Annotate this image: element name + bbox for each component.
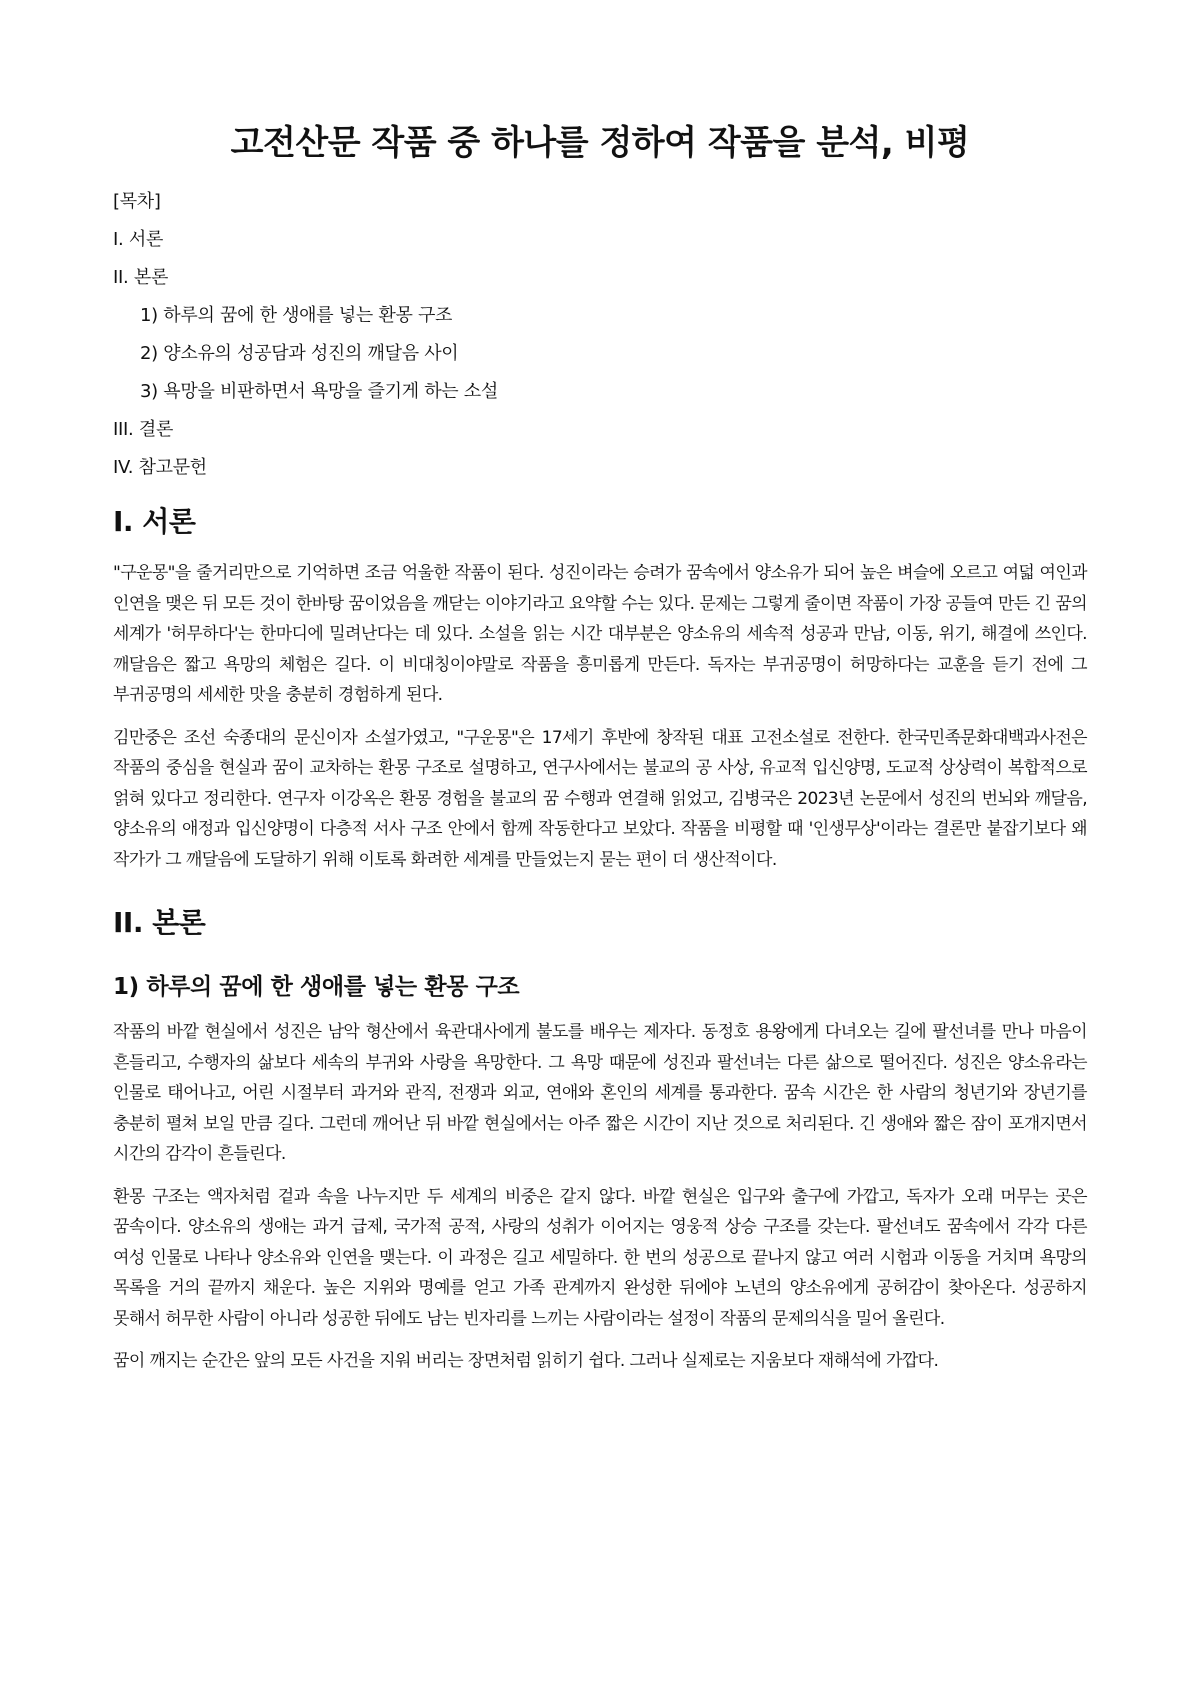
intro-paragraph: "구운몽"을 줄거리만으로 기억하면 조금 억울한 작품이 된다. 성진이라는 승려가 꿈속에서 양소유가 되어 높은 벼슬에 오르고 여덟 여인과 인연을 맺은 뒤 모든 것이 한바탕 꿈이었음을 깨닫는 이야기라고 요약할 수는 있다. 문제는 그렇게 줄이면 작품이 가장 공들여 만든 긴 꿈의 세계가 '허무하다'는 한마디에 밀려난다는 데 있다. 소설을 읽는 시간 대부분은 양소유의 세속적 성공과 만남, 이동, 위기, 해결에 쓰인다. 깨달음은 짧고 욕망의 체험은 길다. 이 비대칭이야말로 작품을 흥미롭게 만든다. 독자는 부귀공명이 허망하다는 교훈을 듣기 전에 그 부귀공명의 세세한 맛을 충분히 경험하게 된다. [113,563,1087,705]
subsection-heading: 1) 하루의 꿈에 한 생애를 넣는 환몽 구조 [113,974,520,1000]
toc-item-body-3: 3) 욕망을 비판하면서 욕망을 즐기게 하는 소설 [140,381,498,402]
intro-heading: I. 서론 [113,505,196,538]
table-of-contents [113,190,1087,480]
toc-label: [목차] [113,191,161,212]
toc-item-body-1: 1) 하루의 꿈에 한 생애를 넣는 환몽 구조 [140,305,453,326]
toc-item-body: II. 본론 [113,267,169,288]
body-heading: II. 본론 [113,906,206,939]
toc-item-intro: I. 서론 [113,229,164,250]
document-title: 고전산문 작품 중 하나를 정하여 작품을 분석, 비평 [230,123,970,163]
body-paragraph: 환몽 구조는 액자처럼 겉과 속을 나누지만 두 세계의 비중은 같지 않다. 바깥 현실은 입구와 출구에 가깝고, 독자가 오래 머무는 곳은 꿈속이다. 양소유의 생애는 과거 급제, 국가적 공적, 사랑의 성취가 이어지는 영웅적 상승 구조를 갖는다. 팔선녀도 꿈속에서 각각 다른 여성 인물로 나타나 양소유와 인연을 맺는다. 이 과정은 길고 세밀하다. 한 번의 성공으로 끝나지 않고 여러 시험과 이동을 거치며 욕망의 목록을 거의 끝까지 채운다. 높은 지위와 명예를 얻고 가족 관계까지 완성한 뒤에야 노년의 양소유에게 공허감이 찾아온다. 성공하지 못해서 허무한 사람이 아니라 성공한 뒤에도 남는 빈자리를 느끼는 사람이라는 설정이 작품의 문제의식을 밀어 올린다. [113,1186,1087,1329]
toc-item-references: IV. 참고문헌 [113,457,207,478]
toc-item-conclusion: III. 결론 [113,419,174,440]
intro-paragraph: 김만중은 조선 숙종대의 문신이자 소설가였고, "구운몽"은 17세기 후반에 창작된 대표 고전소설로 전한다. 한국민족문화대백과사전은 작품의 중심을 현실과 꿈이 교차하는 환몽 구조로 설명하고, 연구사에서는 불교의 공 사상, 유교적 입신양명, 도교적 상상력이 복합적으로 얽혀 있다고 정리한다. 연구자 이강옥은 환몽 경험을 불교의 꿈 수행과 연결해 읽었고, 김병국은 2023년 논문에서 성진의 번뇌와 깨달음, 양소유의 애정과 입신양명이 다층적 서사 구조 안에서 함께 작동한다고 보았다. 작품을 비평할 때 '인생무상'이라는 결론만 붙잡기보다 왜 작가가 그 깨달음에 도달하기 위해 이토록 화려한 세계를 만들었는지 묻는 편이 더 생산적이다. [113,727,1087,870]
toc-item-body-2: 2) 양소유의 성공담과 성진의 깨달음 사이 [140,343,459,364]
body-paragraph: 꿈이 깨지는 순간은 앞의 모든 사건을 지워 버리는 장면처럼 읽히기 쉽다. 그러나 실제로는 지움보다 재해석에 가깝다. [113,1351,939,1371]
body-paragraph: 작품의 바깥 현실에서 성진은 남악 형산에서 육관대사에게 불도를 배우는 제자다. 동정호 용왕에게 다녀오는 길에 팔선녀를 만나 마음이 흔들리고, 수행자의 삶보다 세속의 부귀와 사랑을 욕망한다. 그 욕망 때문에 성진과 팔선녀는 다른 삶으로 떨어진다. 성진은 양소유라는 인물로 태어나고, 어린 시절부터 과거와 관직, 전쟁과 외교, 연애와 혼인의 세계를 통과한다. 꿈속 시간은 한 사람의 청년기와 장년기를 충분히 펼쳐 보일 만큼 길다. 그런데 깨어난 뒤 바깥 현실에서는 아주 짧은 시간이 지난 것으로 처리된다. 긴 생애와 짧은 잠이 포개지면서 시간의 감각이 흔들린다. [113,1022,1087,1164]
